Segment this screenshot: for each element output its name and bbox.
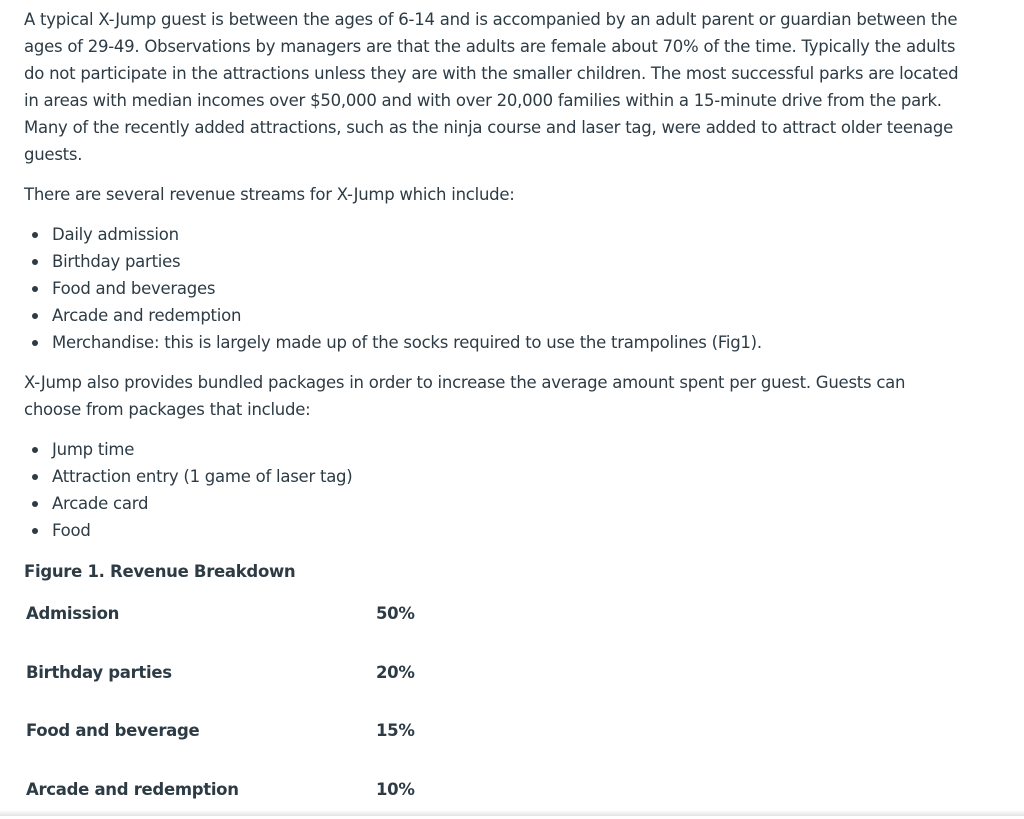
list-item-text: Merchandise: this is largely made up of the socks required to use the trampolines (Fig1). — [52, 333, 762, 352]
packages-lead: X-Jump also provides bundled packages in order to increase the average amount spent per guest. Guests can choose from packages that include: — [24, 373, 906, 419]
list-item-text: Arcade and redemption — [52, 306, 242, 325]
list-item — [24, 463, 964, 490]
bullet-icon — [32, 286, 38, 292]
list-item-text: Attraction entry (1 game of laser tag) — [52, 467, 353, 486]
table-row — [26, 584, 456, 643]
list-item-text: Food and beverages — [52, 279, 216, 298]
bullet-icon — [32, 528, 38, 534]
table-cell-value: 10% — [376, 779, 415, 799]
intro-paragraph: A typical X-Jump guest is between the ages of 6-14 and is accompanied by an adult parent or guardian between the ages of 29-49. Observations by managers are that the adults are female about 70% of the time. Typically the adults do not participate in the attractions unless they are with the smaller children. The most successful parks are located in areas with median incomes over $50,000 and with over 20,000 families within a 15-minute drive from the park. Many of the recently added attractions, such as the ninja course and laser tag, were added to attract older teenage guests. — [24, 10, 959, 164]
list-item — [24, 517, 964, 544]
table-row — [26, 701, 456, 760]
table-cell-value: 50% — [376, 603, 415, 623]
figure-title: Figure 1. Revenue Breakdown — [24, 562, 296, 581]
table-cell-value: 20% — [376, 662, 415, 682]
list-item — [24, 275, 964, 302]
bullet-icon — [32, 447, 38, 453]
bullet-icon — [32, 313, 38, 319]
list-item — [24, 248, 964, 275]
table-cell-label: Birthday parties — [26, 662, 172, 682]
table-cell-value: 15% — [376, 721, 415, 741]
list-item — [24, 329, 964, 356]
bullet-icon — [32, 501, 38, 507]
list-item — [24, 302, 964, 329]
revenue-streams-list — [24, 221, 964, 356]
packages-list — [24, 436, 964, 544]
list-item-text: Birthday parties — [52, 252, 181, 271]
table-cell-label: Admission — [26, 603, 120, 623]
bullet-icon — [32, 340, 38, 346]
revenue-breakdown-table — [26, 584, 456, 819]
bullet-icon — [32, 474, 38, 480]
list-item — [24, 221, 964, 248]
table-row — [26, 643, 456, 702]
revenue-streams-lead: There are several revenue streams for X-Jump which include: — [24, 185, 515, 204]
list-item — [24, 436, 964, 463]
list-item — [24, 490, 964, 517]
list-item-text: Jump time — [52, 440, 135, 459]
list-item-text: Daily admission — [52, 225, 179, 244]
list-item-text: Food — [52, 521, 91, 540]
page-bottom-edge — [0, 810, 1024, 816]
list-item-text: Arcade card — [52, 494, 149, 513]
bullet-icon — [32, 259, 38, 265]
bullet-icon — [32, 232, 38, 238]
document-body — [24, 6, 964, 585]
table-cell-label: Arcade and redemption — [26, 779, 239, 799]
table-cell-label: Food and beverage — [26, 721, 200, 741]
